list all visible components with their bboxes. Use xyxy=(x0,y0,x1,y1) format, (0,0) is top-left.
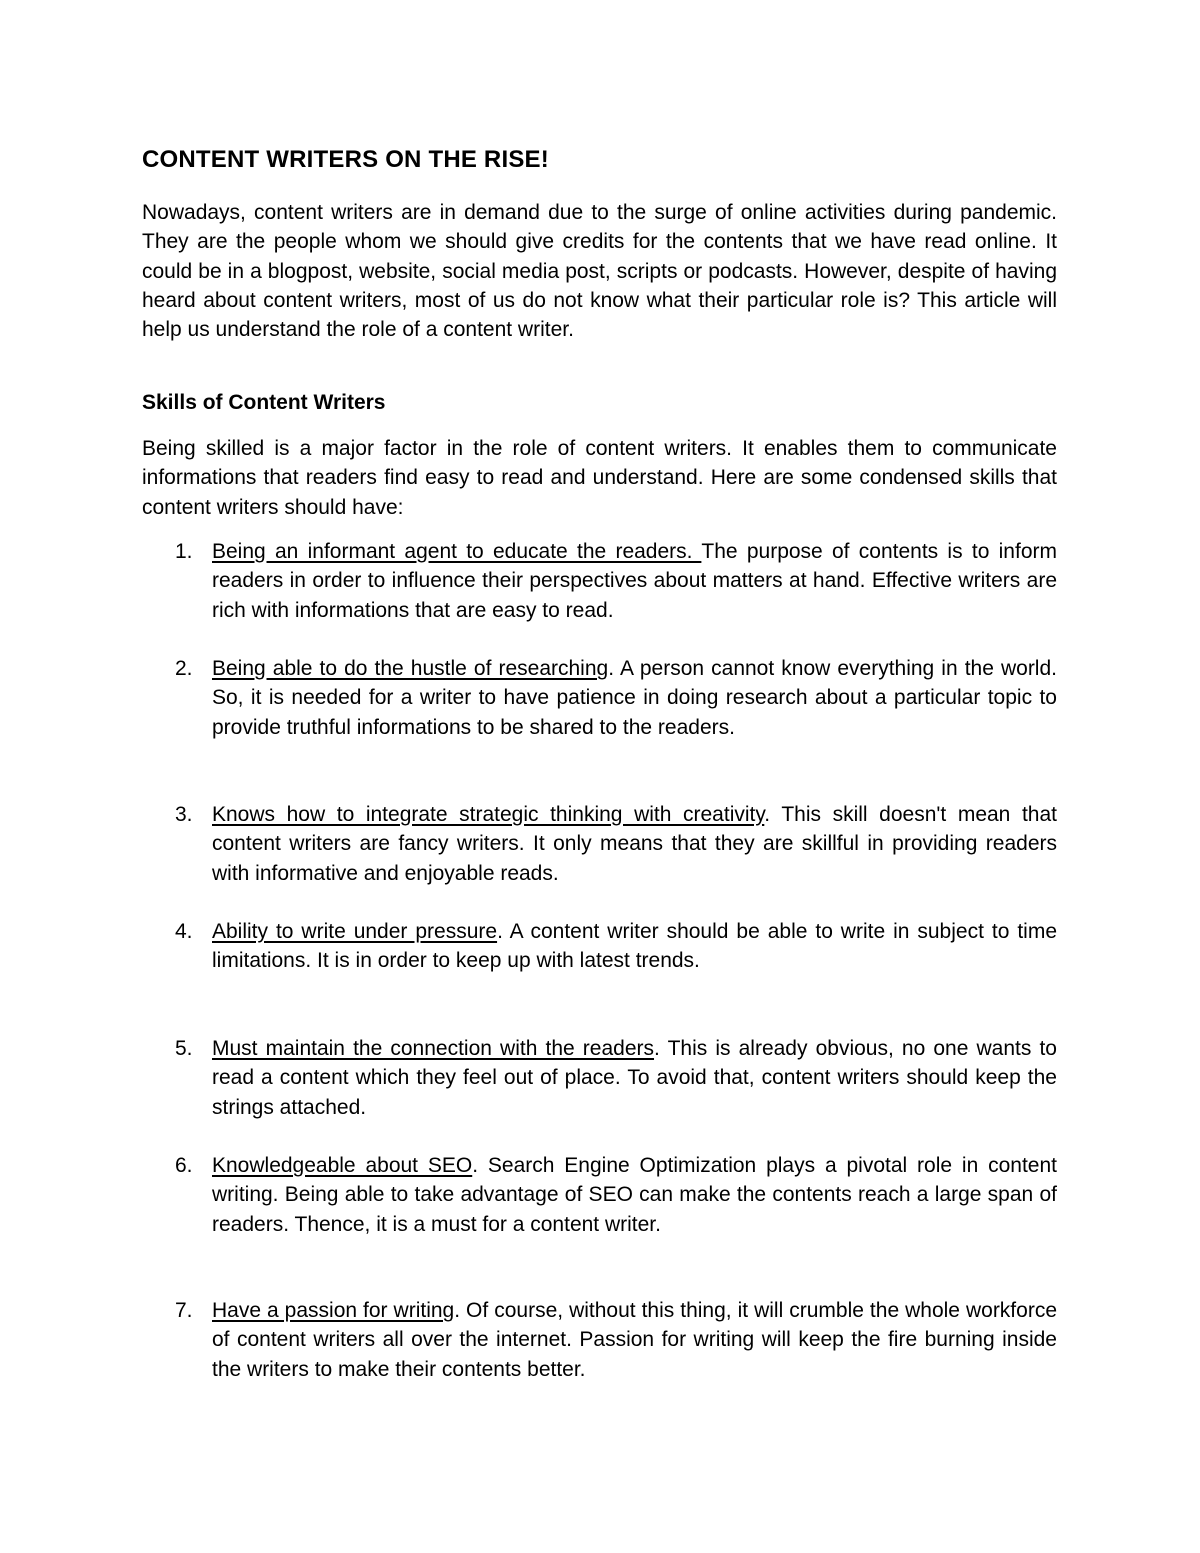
skill-item-6 xyxy=(142,1151,1057,1239)
intro-paragraph: Nowadays, content writers are in demand due to the surge of online activities during pandemic. They are the people whom we should give credits for the contents that we have read online. It could be in a blogpost, website, social media post, scripts or podcasts. However, despite of having heard about content writers, most of us do not know what their particular role is? This article will help us understand the role of a content writer. xyxy=(142,201,1057,342)
skill-lead: Have a passion for writing xyxy=(212,1299,455,1322)
skill-text: . Search Engine Optimization plays a pivotal role in content writing. Being able to take advantage of SEO can make the contents reach a large span of readers. Thence, it is a must for a content writer. xyxy=(212,1154,1057,1236)
skill-text: . Of course, without this thing, it will crumble the whole workforce of content writers all over the internet. Passion for writing will keep the fire burning inside the writers to make their contents better. xyxy=(212,1299,1057,1381)
skill-item-7 xyxy=(142,1296,1057,1384)
document-title: CONTENT WRITERS ON THE RISE! xyxy=(142,146,549,173)
skill-number: 1. xyxy=(175,540,193,563)
skill-body xyxy=(212,1034,1057,1122)
skill-item-2 xyxy=(142,654,1057,742)
skill-number: 6. xyxy=(175,1154,193,1177)
skill-text: . This is already obvious, no one wants to read a content which they feel out of place. To avoid that, content writers should keep the strings attached. xyxy=(212,1037,1057,1119)
skill-text: The purpose of contents is to inform readers in order to influence their perspectives about matters at hand. Effective writers are rich with informations that are easy to read. xyxy=(212,540,1057,622)
skill-number: 4. xyxy=(175,920,193,943)
skill-lead: Knows how to integrate strategic thinking with creativity xyxy=(212,803,765,826)
skill-lead: Ability to write under pressure xyxy=(212,920,498,943)
skills-heading: Skills of Content Writers xyxy=(142,391,386,414)
skill-text: . A content writer should be able to write in subject to time limitations. It is in order to keep up with latest trends. xyxy=(212,920,1057,973)
skill-body xyxy=(212,800,1057,888)
skill-number: 2. xyxy=(175,657,193,680)
skill-body xyxy=(212,1296,1057,1384)
skill-text: . A person cannot know everything in the world. So, it is needed for a writer to have patience in doing research about a particular topic to provide truthful informations to be shared to the readers. xyxy=(212,657,1057,739)
skill-body xyxy=(212,537,1057,625)
skill-body xyxy=(212,654,1057,742)
skill-lead: Being an informant agent to educate the readers. xyxy=(212,540,702,563)
skill-body xyxy=(212,1151,1057,1239)
skill-lead: Knowledgeable about SEO xyxy=(212,1154,473,1177)
skill-number: 7. xyxy=(175,1299,193,1322)
skill-number: 3. xyxy=(175,803,193,826)
skill-item-5 xyxy=(142,1034,1057,1122)
skill-item-4 xyxy=(142,917,1057,976)
skill-lead: Must maintain the connection with the readers xyxy=(212,1037,655,1060)
skill-text: . This skill doesn't mean that content writers are fancy writers. It only means that they are skillful in providing readers with informative and enjoyable reads. xyxy=(212,803,1057,885)
skill-body xyxy=(212,917,1057,976)
skill-lead: Being able to do the hustle of researching xyxy=(212,657,609,680)
skill-item-1 xyxy=(142,537,1057,625)
skill-number: 5. xyxy=(175,1037,193,1060)
skills-intro-paragraph: Being skilled is a major factor in the role of content writers. It enables them to communicate informations that readers find easy to read and understand. Here are some condensed skills that content writers should have: xyxy=(142,437,1057,519)
skill-item-3 xyxy=(142,800,1057,888)
